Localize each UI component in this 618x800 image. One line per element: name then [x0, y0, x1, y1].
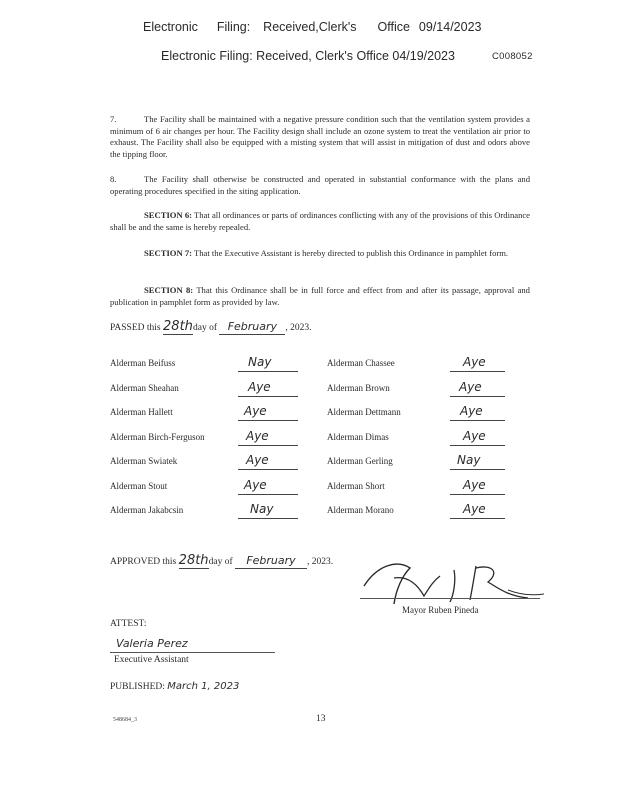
- paragraph-number: 7.: [110, 114, 117, 124]
- filing-stamp-word: Filing:: [216, 20, 251, 34]
- section-heading: SECTION 7:: [144, 248, 192, 258]
- paragraph-text: The Facility shall be maintained with a negative pressure condition such that the ventilation system provides a minimum of 6 air changes per hour. The Facility design shall include an ozone system to treat the ventilation air prior to exhaust. The Facility shall also be equipped with a misting system that will assist in mitigation of dust and odors above the tipping floor.: [110, 114, 530, 159]
- vote-mark: Nay: [457, 453, 481, 467]
- vote-mark: Nay: [250, 502, 274, 516]
- vote-mark: Aye: [463, 502, 486, 516]
- published-date: March 1, 2023: [167, 681, 240, 692]
- vote-mark: Aye: [246, 428, 269, 443]
- passed-day: 28th: [163, 319, 193, 334]
- section-heading: SECTION 6:: [144, 210, 193, 220]
- alderman-name: Alderman Brown: [327, 382, 390, 393]
- published-label: PUBLISHED:: [110, 682, 165, 692]
- vote-row: [327, 477, 527, 501]
- vote-mark: Aye: [463, 355, 486, 369]
- vote-row: [327, 354, 527, 378]
- paragraph-7: [110, 114, 530, 160]
- paragraph-number: 8.: [110, 174, 117, 184]
- section-text: That all ordinances or parts of ordinances conflicting with any of the provisions of this Ordinance shall be and the same is hereby repealed.: [110, 210, 530, 232]
- alderman-name: Alderman Dettmann: [327, 407, 401, 417]
- alderman-name: Alderman Birch-Ferguson: [110, 431, 205, 442]
- vote-mark: Aye: [463, 477, 486, 492]
- section-6: [110, 210, 530, 233]
- section-text: That the Executive Assistant is hereby directed to publish this Ordinance in pamphlet form.: [194, 248, 509, 258]
- alderman-name: Alderman Chassee: [327, 358, 395, 368]
- votes-right-column: [327, 354, 527, 534]
- attest-label: ATTEST:: [110, 619, 147, 629]
- vote-row: [327, 452, 527, 476]
- vote-mark: Aye: [459, 379, 482, 394]
- page-number: 13: [316, 714, 326, 724]
- vote-mark: Nay: [248, 355, 272, 369]
- alderman-name: Alderman Hallett: [110, 407, 173, 417]
- alderman-name: Alderman Swiatek: [110, 456, 178, 466]
- section-heading: SECTION 8:: [144, 285, 194, 295]
- vote-row: [327, 403, 527, 427]
- filing-stamp-word: Electronic: [143, 20, 198, 34]
- alderman-name: Alderman Short: [327, 480, 385, 491]
- attest-role: Executive Assistant: [114, 655, 189, 665]
- section-7: [110, 248, 530, 260]
- vote-mark: Aye: [463, 428, 486, 443]
- paragraph-8: [110, 174, 530, 197]
- approved-day: 28th: [178, 553, 209, 568]
- vote-mark: Aye: [246, 453, 269, 467]
- attest-signature-line: [110, 652, 275, 653]
- alderman-name: Alderman Sheahan: [110, 382, 179, 393]
- mayor-signature-line: [360, 598, 540, 599]
- passed-prefix: PASSED this: [110, 323, 161, 333]
- votes-left-column: [110, 354, 320, 534]
- approved-suffix: , 2023.: [307, 557, 334, 567]
- vote-row: [110, 428, 320, 452]
- vote-row: [110, 403, 320, 427]
- passed-month: February: [219, 320, 285, 335]
- vote-mark: Aye: [460, 404, 483, 418]
- signature-stroke: [394, 576, 440, 596]
- alderman-name: Alderman Jakabcsin: [110, 505, 184, 515]
- vote-row: [110, 452, 320, 476]
- passed-line: [110, 320, 312, 335]
- alderman-name: Alderman Morano: [327, 505, 394, 515]
- vote-mark: Aye: [244, 404, 267, 418]
- vote-row: [327, 428, 527, 452]
- vote-mark: Aye: [248, 379, 271, 394]
- passed-mid: day of: [192, 323, 217, 333]
- alderman-name: Alderman Gerling: [327, 456, 393, 466]
- paragraph-text: The Facility shall otherwise be constructed and operated in substantial conformance with the plans and operating procedures specified in the siting application.: [110, 174, 530, 196]
- approved-prefix: APPROVED this: [110, 557, 177, 567]
- vote-row: [110, 379, 320, 403]
- footer-doc-id: 548684_3: [113, 717, 137, 723]
- signature-stroke: [470, 566, 528, 600]
- filing-stamp-word: Office: [377, 20, 410, 34]
- attest-signature: Valeria Perez: [116, 637, 188, 650]
- signature-stroke: [508, 590, 544, 595]
- vote-row: [110, 501, 320, 525]
- alderman-name: Alderman Dimas: [327, 431, 389, 442]
- section-text: That this Ordinance shall be in full force and effect from and after its passage, approval and publication in pamphlet form as provided by law.: [110, 285, 530, 307]
- vote-row: [110, 354, 320, 378]
- published-line: [110, 681, 239, 692]
- filing-stamp-word: Received,Clerk's: [263, 20, 357, 34]
- passed-suffix: , 2023.: [285, 323, 312, 333]
- vote-row: [327, 379, 527, 403]
- vote-mark: Aye: [244, 477, 267, 492]
- section-8: [110, 285, 530, 308]
- alderman-name: Alderman Stout: [110, 480, 168, 491]
- vote-row: [327, 501, 527, 525]
- approved-month: February: [235, 554, 307, 569]
- approved-line: [110, 554, 333, 569]
- filing-stamp-word: 09/14/2023: [418, 20, 482, 34]
- filing-stamp-second: Electronic Filing: Received, Clerk's Office 04/19/2023: [161, 49, 455, 63]
- filing-stamp-top: [143, 20, 481, 34]
- alderman-name: Alderman Beifuss: [110, 358, 176, 368]
- vote-row: [110, 477, 320, 501]
- approved-mid: day of: [208, 557, 233, 567]
- mayor-signature: [358, 556, 548, 608]
- document-code: C008052: [492, 51, 533, 62]
- mayor-title: Mayor Ruben Pineda: [402, 605, 479, 615]
